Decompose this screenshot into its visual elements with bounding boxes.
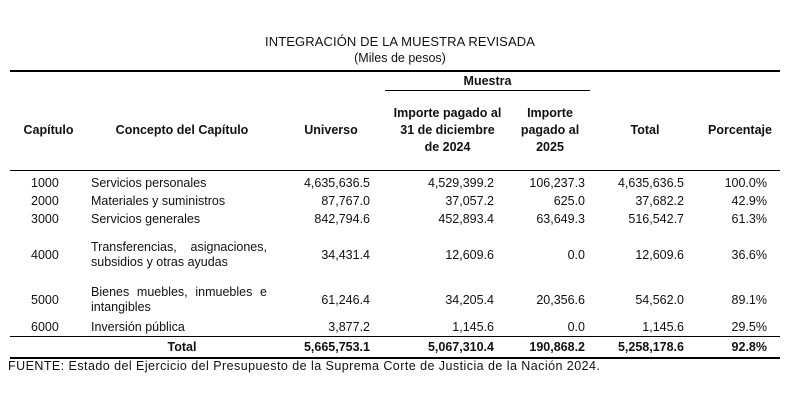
table-title: INTEGRACIÓN DE LA MUESTRA REVISADA bbox=[265, 34, 535, 49]
total-total: 5,258,178.6 bbox=[590, 337, 700, 359]
header-universo: Universo bbox=[277, 91, 385, 171]
cell-universo: 34,431.4 bbox=[321, 247, 370, 262]
cell-importe-2025: 106,237.3 bbox=[529, 175, 585, 190]
cell-universo: 842,794.6 bbox=[314, 211, 370, 226]
header-spacer bbox=[700, 71, 780, 91]
table-row bbox=[10, 318, 780, 337]
cell-universo: 4,635,636.5 bbox=[303, 175, 370, 190]
total-row bbox=[10, 337, 780, 359]
cell-importe-2024: 34,205.4 bbox=[445, 292, 494, 307]
table-row bbox=[10, 171, 780, 193]
cell-concepto: Servicios generales bbox=[91, 211, 201, 226]
total-importe-2024: 5,067,310.4 bbox=[385, 337, 510, 359]
cell-importe-2025: 625.0 bbox=[553, 193, 585, 208]
cell-concepto: Inversión pública bbox=[91, 319, 185, 334]
header-capitulo: Capítulo bbox=[10, 91, 87, 171]
cell-capitulo: 6000 bbox=[31, 319, 59, 334]
table-row bbox=[10, 228, 780, 282]
cell-total: 37,682.2 bbox=[635, 193, 684, 208]
header-spacer bbox=[87, 71, 277, 91]
total-universo: 5,665,753.1 bbox=[277, 337, 385, 359]
cell-porcentaje: 100.0% bbox=[724, 175, 767, 190]
total-importe-2025: 190,868.2 bbox=[510, 337, 590, 359]
cell-importe-2024: 4,529,399.2 bbox=[427, 175, 494, 190]
cell-capitulo: 3000 bbox=[31, 211, 59, 226]
cell-total: 12,609.6 bbox=[635, 247, 684, 262]
cell-porcentaje: 89.1% bbox=[731, 292, 767, 307]
header-concepto: Concepto del Capítulo bbox=[87, 91, 277, 171]
header-importe-2025: Importe pagado al 2025 bbox=[510, 91, 590, 171]
cell-concepto: Materiales y suministros bbox=[91, 193, 226, 208]
cell-concepto: Transferencias, asignaciones, subsidios y otras ayudas bbox=[91, 240, 267, 269]
header-spacer bbox=[10, 71, 87, 91]
total-porcentaje: 92.8% bbox=[700, 337, 780, 359]
table-subtitle: (Miles de pesos) bbox=[354, 51, 446, 65]
cell-importe-2025: 0.0 bbox=[567, 319, 585, 334]
header-porcentaje: Porcentaje bbox=[700, 91, 780, 171]
cell-importe-2025: 20,356.6 bbox=[536, 292, 585, 307]
cell-importe-2024: 12,609.6 bbox=[445, 247, 494, 262]
cell-capitulo: 4000 bbox=[31, 247, 59, 262]
cell-capitulo: 1000 bbox=[31, 175, 59, 190]
cell-importe-2025: 0.0 bbox=[567, 247, 585, 262]
header-importe-2024: Importe pagado al 31 de diciembre de 2024 bbox=[385, 91, 510, 171]
header-spacer bbox=[590, 71, 700, 91]
cell-total: 4,635,636.5 bbox=[617, 175, 684, 190]
cell-capitulo: 2000 bbox=[31, 193, 59, 208]
cell-porcentaje: 42.9% bbox=[731, 193, 767, 208]
cell-concepto: Bienes muebles, inmuebles e intangibles bbox=[91, 285, 267, 314]
cell-total: 516,542.7 bbox=[628, 211, 684, 226]
group-header-row bbox=[10, 71, 780, 91]
source-note: FUENTE: Estado del Ejercicio del Presupuesto de la Suprema Corte de Justicia de la Nación 2024. bbox=[8, 359, 601, 373]
cell-porcentaje: 61.3% bbox=[731, 211, 767, 226]
cell-universo: 3,877.2 bbox=[328, 319, 370, 334]
table-row bbox=[10, 192, 780, 210]
cell-importe-2024: 452,893.4 bbox=[438, 211, 494, 226]
column-header-row bbox=[10, 91, 780, 171]
cell-universo: 61,246.4 bbox=[321, 292, 370, 307]
total-spacer bbox=[10, 337, 87, 359]
total-label: Total bbox=[87, 337, 277, 359]
muestra-group-header: Muestra bbox=[385, 71, 590, 91]
table-row bbox=[10, 210, 780, 228]
table-row bbox=[10, 282, 780, 318]
header-spacer bbox=[277, 71, 385, 91]
sample-table bbox=[10, 70, 780, 359]
cell-importe-2024: 37,057.2 bbox=[445, 193, 494, 208]
cell-total: 1,145.6 bbox=[642, 319, 684, 334]
cell-importe-2025: 63,649.3 bbox=[536, 211, 585, 226]
cell-capitulo: 5000 bbox=[31, 292, 59, 307]
cell-porcentaje: 36.6% bbox=[731, 247, 767, 262]
cell-total: 54,562.0 bbox=[635, 292, 684, 307]
cell-universo: 87,767.0 bbox=[321, 193, 370, 208]
cell-porcentaje: 29.5% bbox=[731, 319, 767, 334]
cell-importe-2024: 1,145.6 bbox=[452, 319, 494, 334]
header-total: Total bbox=[590, 91, 700, 171]
cell-concepto: Servicios personales bbox=[91, 175, 207, 190]
